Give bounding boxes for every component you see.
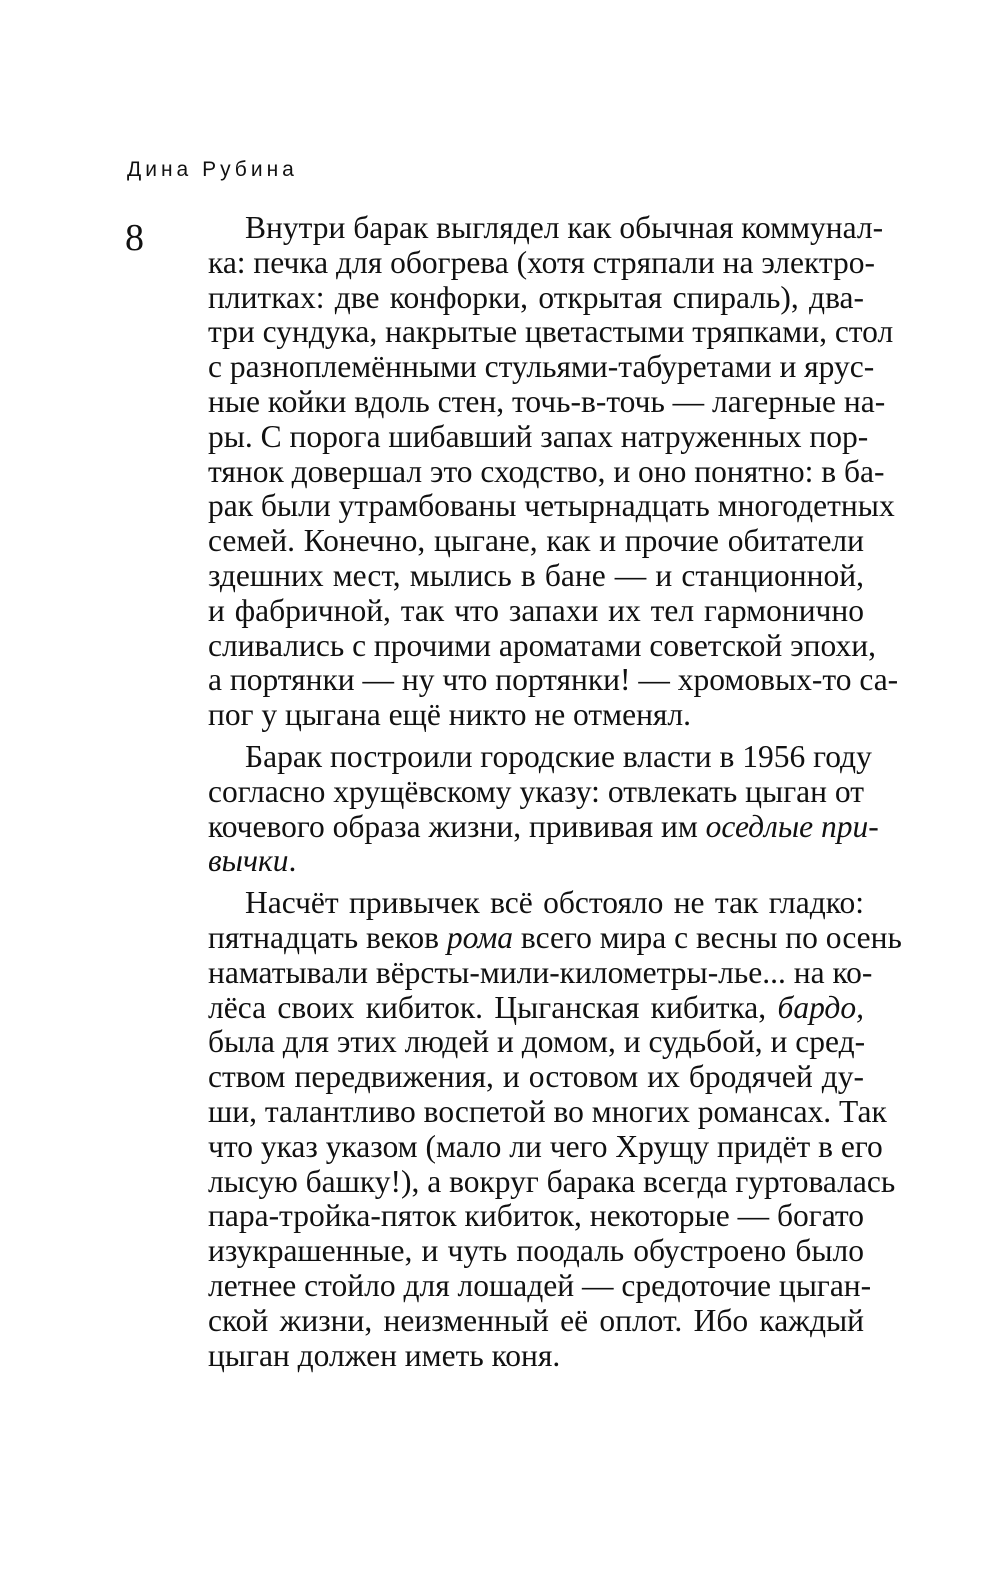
text-line <box>208 1339 864 1374</box>
text-line <box>208 524 864 559</box>
text-segment: плитках: две конфорки, открытая спираль), два- <box>208 279 864 315</box>
text-line <box>208 808 879 845</box>
paragraph <box>208 738 879 879</box>
text-segment: сливались с прочими ароматами советской эпохи, <box>208 627 876 663</box>
text-line <box>208 1234 864 1269</box>
text-line <box>208 418 869 455</box>
text-line <box>208 886 864 921</box>
text-line <box>208 991 864 1026</box>
text-segment: пог у цыгана ещё никто не отменял. <box>208 697 692 733</box>
text-segment: ством передвижения, и остовом их бродячей ду- <box>208 1059 864 1095</box>
body-text <box>208 210 902 1380</box>
text-line <box>208 775 864 810</box>
text-segment: . <box>288 843 297 879</box>
text-segment: пара-тройка-пяток кибиток, некоторые — богато <box>208 1198 864 1234</box>
text-line <box>208 662 899 698</box>
text-line <box>208 210 884 246</box>
text-segment: и фабричной, так что запахи их тел гармонично <box>208 592 864 628</box>
text-segment: три сундука, накрытые цветастыми тряпками, стол <box>208 314 894 350</box>
text-line <box>208 738 872 775</box>
text-segment: ры. С порога шибавший запах натруженных пор- <box>208 418 869 454</box>
text-segment: Внутри барак выглядел как обычная коммунал- <box>245 210 884 245</box>
text-line <box>208 1060 864 1095</box>
text-line <box>208 1093 887 1130</box>
text-segment: здешних мест, мылись в бане — и станционной, <box>208 557 864 593</box>
text-segment: лысую башку!), а вокруг барака всегда гуртовалась <box>208 1163 896 1199</box>
text-segment: а портянки — ну что портянки! — хромовых-то са- <box>208 662 899 698</box>
text-line <box>208 488 895 524</box>
page-number: 8 <box>125 217 144 259</box>
text-line <box>208 1163 896 1200</box>
text-segment: летнее стойло для лошадей — средоточие цыган- <box>208 1267 872 1303</box>
text-segment: лёса своих кибиток. Цыганская кибитка, <box>208 989 778 1025</box>
text-segment: всего мира с весны по осень <box>513 919 902 955</box>
italic-text: бардо, <box>777 989 864 1025</box>
text-segment: с разноплемёнными стульями-табуретами и ярус- <box>208 349 875 385</box>
text-line <box>208 1267 872 1304</box>
text-line <box>208 1025 864 1060</box>
text-segment: ные койки вдоль стен, точь-в-точь — лагерные на- <box>208 383 886 419</box>
text-line <box>208 1199 864 1234</box>
text-segment: рак были утрамбованы четырнадцать многодетных <box>208 488 895 524</box>
text-line <box>208 281 864 316</box>
text-line <box>208 349 875 385</box>
running-head: Дина Рубина <box>127 158 298 181</box>
italic-text: рома <box>446 919 514 955</box>
text-segment: Насчёт привычек всё обстояло не так гладко: <box>245 885 864 921</box>
text-segment: ской жизни, неизменный её оплот. Ибо каждый <box>208 1302 864 1338</box>
text-line <box>208 559 864 594</box>
text-segment: что указ указом (мало ли чего Хрущу придёт в его <box>208 1128 883 1164</box>
text-line <box>208 698 864 733</box>
text-line <box>208 1128 883 1165</box>
text-line <box>208 844 864 879</box>
text-line <box>208 453 885 490</box>
text-line <box>208 919 902 956</box>
text-line <box>208 1304 864 1339</box>
text-segment: цыган должен иметь коня. <box>208 1337 561 1373</box>
text-segment: Барак построили городские власти в 1956 году <box>245 738 872 774</box>
text-segment: согласно хрущёвскому указу: отвлекать цыган от <box>208 773 864 809</box>
text-line <box>208 244 876 281</box>
paragraph <box>208 210 899 733</box>
text-segment: была для этих людей и домом, и судьбой, и сред- <box>208 1024 866 1060</box>
text-segment: ши, талантливо воспетой во многих романсах. Так <box>208 1093 887 1129</box>
text-line <box>208 594 864 629</box>
text-segment: кочевого образа жизни, прививая им <box>208 808 706 844</box>
text-segment: семей. Конечно, цыгане, как и прочие обитатели <box>208 523 864 559</box>
text-segment: изукрашенные, и чуть поодаль обустроено было <box>208 1233 864 1269</box>
text-segment: тянок довершал это сходство, и оно понятно: в ба- <box>208 453 885 489</box>
text-line <box>208 383 886 420</box>
text-segment: пятнадцать веков <box>208 919 447 955</box>
italic-text: вычки <box>208 843 289 879</box>
text-segment: ка: печка для обогрева (хотя стряпали на электро- <box>208 244 876 280</box>
paragraph <box>208 885 902 1373</box>
text-line <box>208 314 894 350</box>
italic-text: оседлые при- <box>705 808 879 844</box>
text-line <box>208 627 876 664</box>
text-line <box>208 954 873 991</box>
text-segment: наматывали вёрсты-мили-километры-лье... на ко- <box>208 954 873 990</box>
